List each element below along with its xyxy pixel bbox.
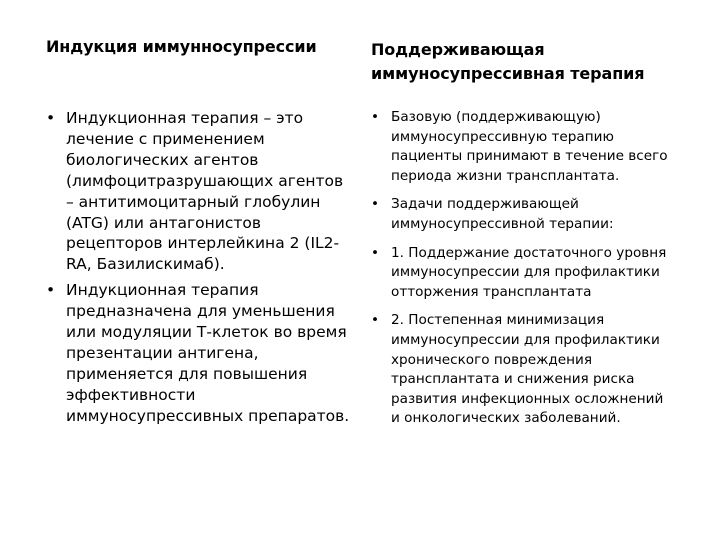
- induction-heading: Индукция иммунносупрессии: [46, 37, 317, 56]
- maintenance-list: [371, 108, 671, 438]
- bullet-icon: •: [46, 109, 56, 127]
- induction-list: [46, 108, 351, 432]
- list-item: [371, 195, 671, 234]
- list-item: [371, 311, 671, 429]
- bullet-icon: •: [371, 244, 380, 261]
- bullet-icon: •: [371, 196, 380, 213]
- list-item-text: Индукционная терапия – это лечение с применением биологических агентов (лимфоцитразрушающих агентов – антитимоцитарный глобулин (ATG) или антагонистов рецепторов интерлейкина 2 (IL2-RA, Базилискимаб).: [66, 109, 344, 274]
- list-item-text: Базовую (поддерживающую) иммуносупрессивную терапию пациенты принимают в течение всего периода жизни трансплантата.: [391, 109, 668, 184]
- list-item: [371, 244, 671, 303]
- list-item: [46, 280, 351, 426]
- bullet-icon: •: [46, 281, 56, 300]
- bullet-icon: •: [371, 312, 380, 329]
- list-item-text: 2. Постепенная минимизация иммуносупрессии для профилактики хронического повреждения трансплантата и снижения риска развития инфекционных осложнений и онкологических заболеваний.: [391, 312, 664, 427]
- list-item: [46, 108, 351, 275]
- maintenance-heading: Поддерживающая иммуносупрессивная терапия: [371, 40, 645, 83]
- bullet-icon: •: [371, 109, 380, 125]
- list-item-text: Индукционная терапия предназначена для уменьшения или модуляции Т-клеток во время презентации антигена, применяется для повышения эффективности иммуносупрессивных препаратов.: [66, 281, 350, 425]
- list-item-text: 1. Поддержание достаточного уровня иммуносупрессии для профилактики отторжения трансплантата: [391, 244, 667, 300]
- list-item-text: Задачи поддерживающей иммуносупрессивной терапии:: [391, 196, 614, 232]
- list-item: [371, 108, 671, 186]
